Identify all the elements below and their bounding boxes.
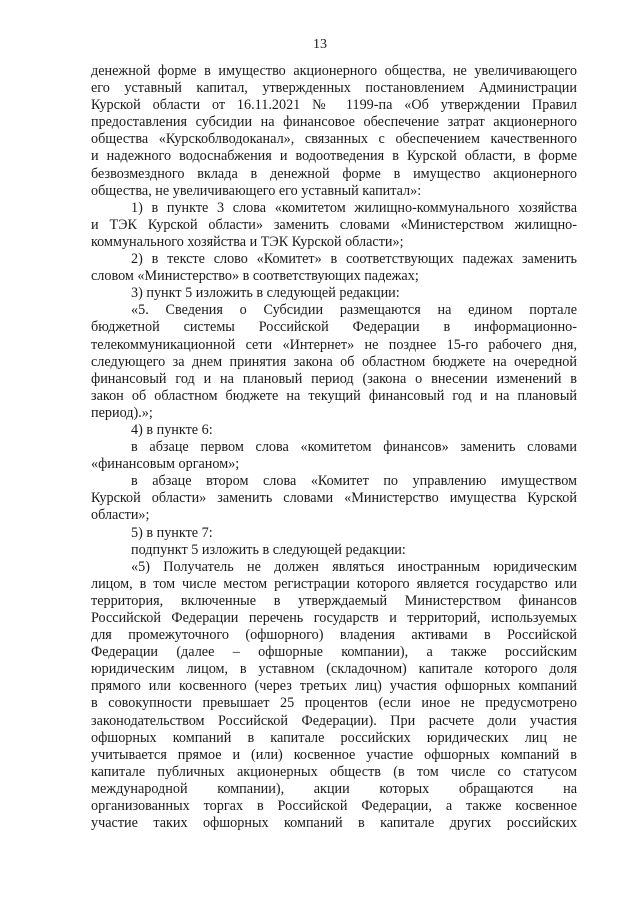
text-line: 4) в пункте 6: bbox=[131, 421, 213, 438]
text-line: прямого или косвенного (через третьих лиц) участия офшорных компаний bbox=[91, 678, 577, 695]
text-line: области»; bbox=[91, 507, 150, 524]
text-line: коммунального хозяйства и ТЭК Курской области»; bbox=[91, 233, 404, 250]
text-line: юридическим лицом, в уставном (складочном) капитале которого доля bbox=[91, 661, 577, 678]
text-line: период).»; bbox=[91, 404, 153, 421]
text-line: общества «Курскоблводоканал», связанных с обеспечением качественного bbox=[91, 131, 577, 148]
text-line: Российской Федерации перечень государств и территорий, используемых bbox=[91, 610, 577, 626]
text-line: учитывается прямое и (или) косвенное участие офшорных компаний в bbox=[91, 746, 577, 763]
text-line: следующего за днем принятия закона об областном бюджете на очередной bbox=[91, 353, 577, 370]
text-line: 1) в пункте 3 слова «комитетом жилищно-коммунального хозяйства bbox=[131, 199, 577, 216]
text-line: законодательством Российской Федерации). При расчете доли участия bbox=[91, 712, 577, 729]
text-line: денежной форме в имущество акционерного общества, не увеличивающего bbox=[91, 63, 577, 79]
text-line: участие таких офшорных компаний в капитале других российских bbox=[91, 815, 577, 832]
text-line: для промежуточного (офшорного) владения активами в Российской bbox=[91, 627, 577, 644]
text-line: международной компании), акции которых обращаются на bbox=[91, 780, 577, 797]
text-line: закон об областном бюджете на текущий финансовый год и на плановый bbox=[91, 387, 577, 404]
text-line: Курской области» заменить словами «Министерство имущества Курской bbox=[91, 490, 577, 507]
text-line: «5) Получатель не должен являться иностранным юридическим bbox=[131, 558, 577, 575]
text-line: 2) в тексте слово «Комитет» в соответствующих падежах заменить bbox=[131, 251, 577, 268]
text-line: «5. Сведения о Субсидии размещаются на едином портале bbox=[131, 302, 577, 319]
text-line: 5) в пункте 7: bbox=[131, 524, 213, 541]
text-line: «финансовым органом»; bbox=[91, 456, 240, 473]
text-line: финансовый год и на плановый период (закона о внесении изменений в bbox=[91, 370, 577, 387]
text-line: и ТЭК Курской области» заменить словами «Министерством жилищно- bbox=[91, 216, 577, 233]
text-line: бюджетной системы Российской Федерации в информационно- bbox=[91, 319, 577, 336]
text-line: в абзаце первом слова «комитетом финансов» заменить словами bbox=[131, 439, 577, 456]
page-number: 13 bbox=[313, 37, 327, 52]
text-line: территория, включенные в утверждаемый Министерством финансов bbox=[91, 592, 577, 609]
text-line: общества, не увеличивающего его уставный капитал»: bbox=[91, 182, 422, 199]
text-line: лицом, в том числе местом регистрации которого является государство или bbox=[91, 575, 577, 592]
text-line: Федерации (далее – офшорные компании), а также российским bbox=[91, 644, 577, 661]
text-line: и надежного водоснабжения и водоотведения в Курской области, в форме bbox=[91, 148, 577, 165]
text-line: подпункт 5 изложить в следующей редакции: bbox=[131, 541, 406, 558]
text-line: 3) пункт 5 изложить в следующей редакции: bbox=[131, 285, 400, 302]
text-line: его уставный капитал, утвержденных постановлением Администрации bbox=[91, 80, 577, 97]
document-body bbox=[91, 63, 577, 832]
text-line: в совокупности превышает 25 процентов (если иное не предусмотрено bbox=[91, 695, 577, 712]
text-line: Курской области от 16.11.2021 № 1199-па «Об утверждении Правил bbox=[91, 97, 577, 114]
text-line: офшорных компаний в капитале российских юридических лиц не bbox=[91, 729, 577, 746]
text-line: организованных торгах в Российской Федерации, а также косвенное bbox=[91, 798, 577, 815]
text-line: словом «Министерство» в соответствующих падежах; bbox=[91, 268, 419, 285]
text-line: предоставления субсидии на финансовое обеспечение затрат акционерного bbox=[91, 114, 577, 131]
text-line: безвозмездного вклада в денежной форме в имущество акционерного bbox=[91, 165, 577, 182]
text-line: капитале публичных акционерных обществ (в том числе со статусом bbox=[91, 763, 577, 780]
text-line: телекоммуникационной сети «Интернет» не позднее 15-го рабочего дня, bbox=[91, 336, 577, 353]
text-line: в абзаце втором слова «Комитет по управлению имуществом bbox=[131, 473, 577, 490]
